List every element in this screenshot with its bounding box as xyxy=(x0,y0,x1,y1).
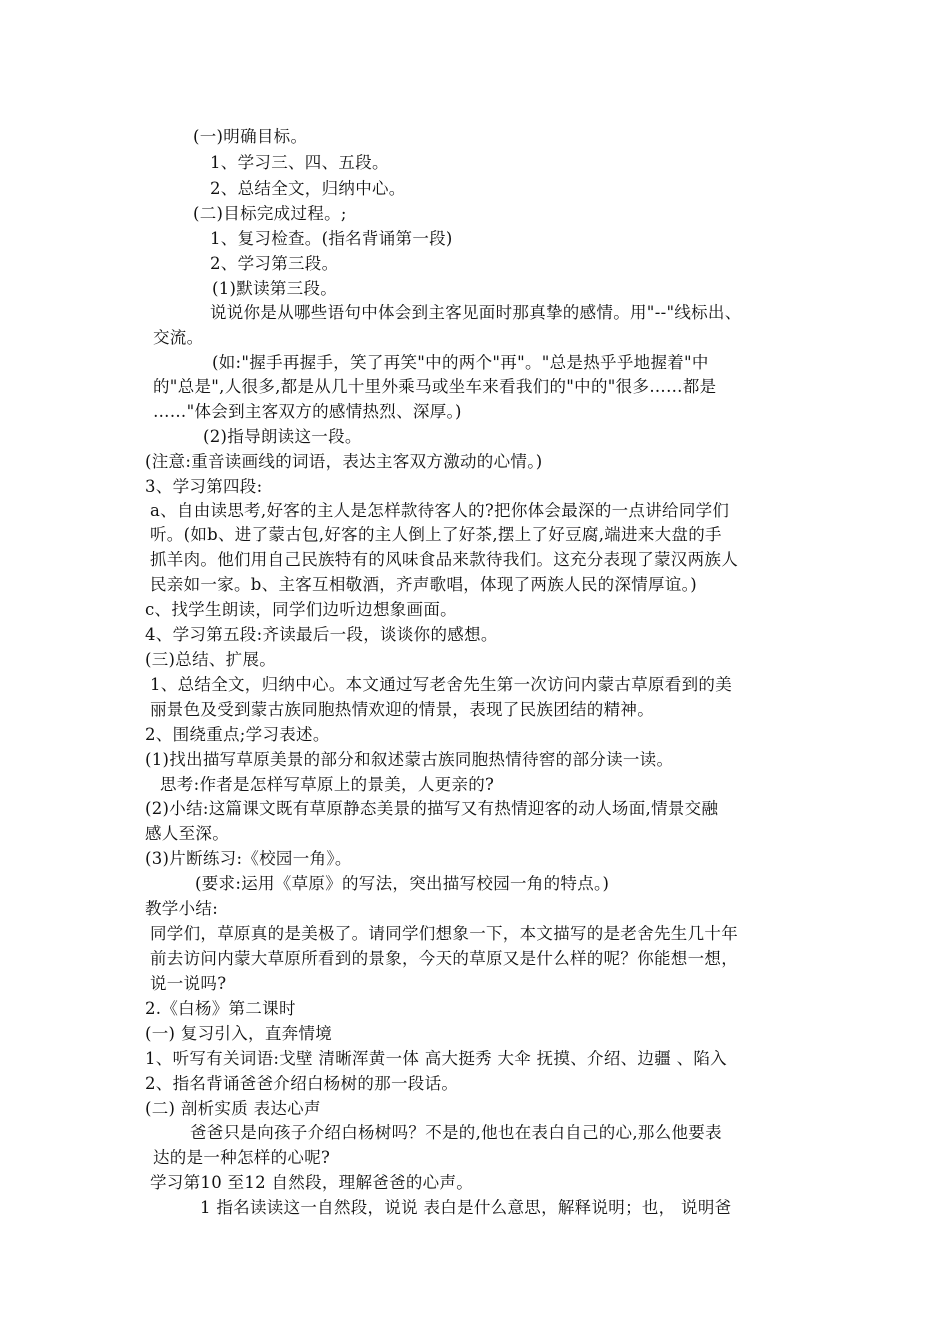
text-line: 2、围绕重点;学习表述。 xyxy=(145,725,330,744)
text-line: (如:"握手再握手，笑了再笑"中的两个"再"。"总是热乎乎地握着"中 xyxy=(212,353,709,372)
text-line: 1 指名读读这一自然段，说说 表白是什么意思，解释说明；也， 说明爸 xyxy=(200,1198,732,1217)
text-line: 学习第10 至12 自然段，理解爸爸的心声。 xyxy=(150,1173,474,1192)
text-line: 感人至深。 xyxy=(145,824,229,843)
text-line: 听。(如b、进了蒙古包,好客的主人倒上了好茶,摆上了好豆腐,端进来大盘的手 xyxy=(150,525,722,544)
text-line: (一) 复习引入，直奔情境 xyxy=(145,1024,333,1043)
text-line: a、自由读思考,好客的主人是怎样款待客人的?把你体会最深的一点讲给同学们 xyxy=(150,501,730,520)
text-line: 3、学习第四段: xyxy=(145,477,263,496)
text-line: 2、总结全文，归纳中心。 xyxy=(210,179,406,198)
text-line: 1、总结全文，归纳中心。本文通过写老舍先生第一次访问内蒙古草原看到的美 xyxy=(150,675,732,694)
text-line: (2)指导朗读这一段。 xyxy=(203,427,362,446)
text-line: (二) 剖析实质 表达心声 xyxy=(145,1099,321,1118)
text-line: 达的是一种怎样的心呢? xyxy=(153,1148,331,1167)
text-line: 教学小结: xyxy=(145,899,219,918)
text-line: 2、学习第三段。 xyxy=(210,254,339,273)
text-line: (二)目标完成过程。; xyxy=(193,204,347,223)
text-line: 爸爸只是向孩子介绍白杨树吗？不是的,他也在表白自己的心,那么他要表 xyxy=(190,1123,722,1142)
text-line: (1)找出描写草原美景的部分和叙述蒙古族同胞热情待窖的部分读一读。 xyxy=(145,750,674,769)
text-line: 2.《白杨》第二课时 xyxy=(145,999,296,1018)
text-line: (注意:重音读画线的词语，表达主客双方激动的心情。) xyxy=(145,452,543,471)
text-line: 4、学习第五段:齐读最后一段，谈谈你的感想。 xyxy=(145,625,498,644)
text-line: 1、复习检查。(指名背诵第一段) xyxy=(210,229,453,248)
text-line: (2)小结:这篇课文既有草原静态美景的描写又有热情迎客的动人场面,情景交融 xyxy=(145,799,719,818)
text-line: 说一说吗? xyxy=(150,974,227,993)
text-line: 前去访问内蒙大草原所看到的景象，今天的草原又是什么样的呢？你能想一想， xyxy=(150,949,738,968)
text-line: 同学们，草原真的是美极了。请同学们想象一下，本文描写的是老舍先生几十年 xyxy=(150,924,738,943)
text-line: (要求:运用《草原》的写法，突出描写校园一角的特点。) xyxy=(195,874,610,893)
text-line: 思考:作者是怎样写草原上的景美，人更亲的? xyxy=(160,775,495,794)
text-line: 2、指名背诵爸爸介绍白杨树的那一段话。 xyxy=(145,1074,459,1093)
text-line: 的"总是",人很多,都是从几十里外乘马或坐车来看我们的"中的"很多……都是 xyxy=(153,377,717,396)
text-line: 交流。 xyxy=(153,328,204,347)
text-line: c、找学生朗读，同学们边听边想象画面。 xyxy=(145,600,457,619)
text-line: 1、听写有关词语:戈壁 清晰浑黄一体 高大挺秀 大伞 抚摸、介绍、边疆 、陷入 xyxy=(145,1049,727,1068)
text-line: (一)明确目标。 xyxy=(193,127,308,146)
text-line: 抓羊肉。他们用自己民族特有的风味食品来款待我们。这充分表现了蒙汉两族人 xyxy=(150,550,738,569)
text-line: (1)默读第三段。 xyxy=(212,279,338,298)
text-line: 1、学习三、四、五段。 xyxy=(210,153,389,172)
text-line: (3)片断练习:《校园一角》。 xyxy=(145,849,352,868)
text-line: 丽景色及受到蒙古族同胞热情欢迎的情景，表现了民族团结的精神。 xyxy=(150,700,654,719)
text-line: ……"体会到主客双方的感情热烈、深厚。) xyxy=(153,402,462,421)
text-line: 民亲如一家。b、主客互相敬酒，齐声歌唱，体现了两族人民的深情厚谊。) xyxy=(150,575,697,594)
text-line: (三)总结、扩展。 xyxy=(145,650,277,669)
text-line: 说说你是从哪些语句中体会到主客见面时那真挚的感情。用"--"线标出、 xyxy=(210,303,742,322)
